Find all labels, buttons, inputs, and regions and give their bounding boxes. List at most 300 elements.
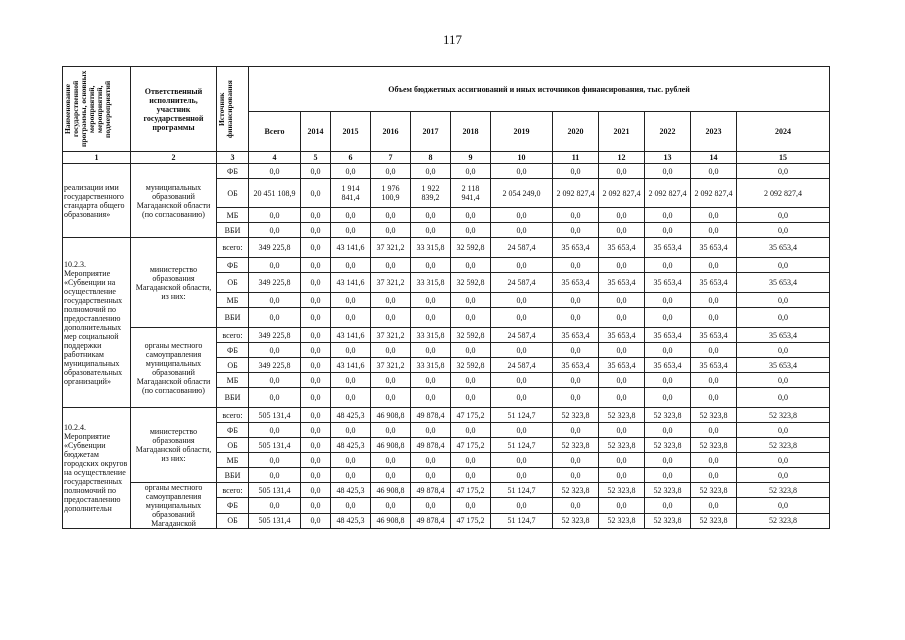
value-cell: 0,0 — [691, 258, 737, 273]
value-cell: 47 175,2 — [451, 483, 491, 498]
value-cell: 32 592,8 — [451, 273, 491, 293]
source-cell: ФБ — [217, 498, 249, 513]
value-cell: 0,0 — [411, 423, 451, 438]
value-cell: 0,0 — [371, 453, 411, 468]
measure-name: 10.2.3. Мероприятие «Субвенции на осуществление государственных полномочий по предоставлению дополнительных мер социальной поддержки работникам муниципальных образовательных организаций» — [63, 238, 131, 408]
value-cell: 0,0 — [645, 468, 691, 483]
source-cell: ОБ — [217, 179, 249, 208]
index-cell: 1 — [63, 152, 131, 164]
col-name-header: Наименование государственной программы, основных мероприятий, мероприятий, подмероприятий — [63, 67, 131, 152]
value-cell: 0,0 — [737, 468, 830, 483]
value-cell: 0,0 — [553, 423, 599, 438]
value-cell: 0,0 — [599, 468, 645, 483]
value-cell: 46 908,8 — [371, 513, 411, 528]
value-cell: 35 653,4 — [553, 238, 599, 258]
value-cell: 0,0 — [553, 373, 599, 388]
value-cell: 0,0 — [491, 308, 553, 328]
value-cell: 2 118 941,4 — [451, 179, 491, 208]
value-cell: 0,0 — [301, 388, 331, 408]
value-cell: 52 323,8 — [553, 483, 599, 498]
value-cell: 0,0 — [451, 208, 491, 223]
value-cell: 0,0 — [411, 308, 451, 328]
value-cell: 33 315,8 — [411, 238, 451, 258]
value-cell: 0,0 — [411, 498, 451, 513]
value-cell: 0,0 — [411, 468, 451, 483]
source-cell: ФБ — [217, 258, 249, 273]
index-cell: 4 — [249, 152, 301, 164]
value-cell: 52 323,8 — [599, 438, 645, 453]
value-cell: 0,0 — [411, 388, 451, 408]
value-cell: 0,0 — [301, 468, 331, 483]
index-cell: 15 — [737, 152, 830, 164]
source-cell: МБ — [217, 373, 249, 388]
year-header: 2019 — [491, 112, 553, 152]
value-cell: 0,0 — [737, 164, 830, 179]
value-cell: 2 092 827,4 — [691, 179, 737, 208]
value-cell: 0,0 — [331, 208, 371, 223]
value-cell: 0,0 — [599, 258, 645, 273]
value-cell: 49 878,4 — [411, 483, 451, 498]
value-cell: 0,0 — [301, 483, 331, 498]
value-cell: 35 653,4 — [553, 358, 599, 373]
value-cell: 0,0 — [599, 498, 645, 513]
year-header: 2020 — [553, 112, 599, 152]
value-cell: 48 425,3 — [331, 438, 371, 453]
value-cell: 52 323,8 — [645, 513, 691, 528]
value-cell: 0,0 — [645, 388, 691, 408]
value-cell: 2 092 827,4 — [553, 179, 599, 208]
value-cell: 0,0 — [371, 388, 411, 408]
value-cell: 32 592,8 — [451, 238, 491, 258]
value-cell: 0,0 — [553, 308, 599, 328]
value-cell: 0,0 — [691, 223, 737, 238]
value-cell: 0,0 — [331, 343, 371, 358]
value-cell: 0,0 — [491, 164, 553, 179]
value-cell: 48 425,3 — [331, 483, 371, 498]
index-row — [63, 152, 830, 164]
value-cell: 0,0 — [645, 223, 691, 238]
index-cell: 8 — [411, 152, 451, 164]
value-cell: 0,0 — [301, 373, 331, 388]
index-cell: 3 — [217, 152, 249, 164]
value-cell: 52 323,8 — [737, 438, 830, 453]
value-cell: 0,0 — [249, 208, 301, 223]
value-cell: 52 323,8 — [599, 513, 645, 528]
value-cell: 0,0 — [371, 498, 411, 513]
value-cell: 0,0 — [491, 208, 553, 223]
col-resp-header: Ответственный исполнитель, участник государственной программы — [131, 67, 217, 152]
page-number: 117 — [442, 32, 463, 47]
value-cell: 0,0 — [371, 343, 411, 358]
value-cell: 0,0 — [301, 498, 331, 513]
value-cell: 35 653,4 — [645, 273, 691, 293]
index-cell: 6 — [331, 152, 371, 164]
year-header: 2023 — [691, 112, 737, 152]
index-cell: 12 — [599, 152, 645, 164]
value-cell: 0,0 — [645, 308, 691, 328]
value-cell: 0,0 — [411, 208, 451, 223]
value-cell: 0,0 — [411, 164, 451, 179]
value-cell: 0,0 — [331, 293, 371, 308]
value-cell: 35 653,4 — [691, 238, 737, 258]
value-cell: 0,0 — [691, 208, 737, 223]
value-cell: 0,0 — [553, 223, 599, 238]
table-row — [63, 328, 830, 343]
value-cell: 0,0 — [553, 468, 599, 483]
value-cell: 47 175,2 — [451, 408, 491, 423]
value-cell: 0,0 — [331, 423, 371, 438]
value-cell: 43 141,6 — [331, 358, 371, 373]
value-cell: 35 653,4 — [737, 358, 830, 373]
value-cell: 0,0 — [331, 453, 371, 468]
value-cell: 0,0 — [491, 498, 553, 513]
header-row — [63, 67, 830, 112]
value-cell: 0,0 — [491, 423, 553, 438]
value-cell: 0,0 — [737, 208, 830, 223]
value-cell: 48 425,3 — [331, 408, 371, 423]
value-cell: 0,0 — [599, 208, 645, 223]
value-cell: 35 653,4 — [599, 238, 645, 258]
value-cell: 0,0 — [645, 208, 691, 223]
value-cell: 0,0 — [301, 179, 331, 208]
value-cell: 0,0 — [737, 388, 830, 408]
value-cell: 35 653,4 — [599, 358, 645, 373]
value-cell: 0,0 — [491, 293, 553, 308]
responsible: министерство образования Магаданской области, из них: — [131, 238, 217, 328]
value-cell: 52 323,8 — [553, 408, 599, 423]
value-cell: 49 878,4 — [411, 513, 451, 528]
value-cell: 51 124,7 — [491, 513, 553, 528]
value-cell: 0,0 — [691, 343, 737, 358]
value-cell: 0,0 — [451, 343, 491, 358]
value-cell: 0,0 — [331, 258, 371, 273]
value-cell: 0,0 — [737, 258, 830, 273]
value-cell: 0,0 — [331, 373, 371, 388]
source-cell: ОБ — [217, 273, 249, 293]
value-cell: 0,0 — [599, 388, 645, 408]
value-cell: 35 653,4 — [691, 328, 737, 343]
source-cell: ОБ — [217, 513, 249, 528]
value-cell: 43 141,6 — [331, 328, 371, 343]
value-cell: 0,0 — [249, 453, 301, 468]
value-cell: 0,0 — [301, 513, 331, 528]
value-cell: 0,0 — [249, 308, 301, 328]
value-cell: 0,0 — [691, 423, 737, 438]
value-cell: 2 092 827,4 — [737, 179, 830, 208]
source-cell: МБ — [217, 293, 249, 308]
value-cell: 0,0 — [451, 388, 491, 408]
source-cell: ОБ — [217, 438, 249, 453]
value-cell: 0,0 — [553, 343, 599, 358]
value-cell: 52 323,8 — [599, 483, 645, 498]
source-cell: ВБИ — [217, 308, 249, 328]
col-span-header: Объем бюджетных ассигнований и иных источников финансирования, тыс. рублей — [249, 67, 830, 112]
value-cell: 0,0 — [249, 468, 301, 483]
value-cell: 52 323,8 — [691, 483, 737, 498]
value-cell: 0,0 — [491, 258, 553, 273]
value-cell: 0,0 — [451, 453, 491, 468]
year-header: 2017 — [411, 112, 451, 152]
value-cell: 37 321,2 — [371, 358, 411, 373]
value-cell: 0,0 — [301, 453, 331, 468]
value-cell: 349 225,8 — [249, 273, 301, 293]
value-cell: 52 323,8 — [553, 438, 599, 453]
source-cell: ВБИ — [217, 223, 249, 238]
source-cell: всего: — [217, 483, 249, 498]
source-cell: МБ — [217, 453, 249, 468]
value-cell: 505 131,4 — [249, 438, 301, 453]
value-cell: 0,0 — [451, 293, 491, 308]
value-cell: 0,0 — [331, 164, 371, 179]
value-cell: 0,0 — [331, 498, 371, 513]
value-cell: 0,0 — [737, 343, 830, 358]
year-header: Всего — [249, 112, 301, 152]
value-cell: 0,0 — [249, 498, 301, 513]
value-cell: 35 653,4 — [645, 328, 691, 343]
value-cell: 20 451 108,9 — [249, 179, 301, 208]
value-cell: 0,0 — [371, 223, 411, 238]
value-cell: 0,0 — [249, 423, 301, 438]
value-cell: 0,0 — [301, 273, 331, 293]
value-cell: 0,0 — [249, 293, 301, 308]
value-cell: 0,0 — [645, 293, 691, 308]
value-cell: 0,0 — [645, 373, 691, 388]
value-cell: 0,0 — [301, 293, 331, 308]
value-cell: 0,0 — [411, 293, 451, 308]
value-cell: 0,0 — [491, 468, 553, 483]
value-cell: 35 653,4 — [691, 273, 737, 293]
year-header: 2016 — [371, 112, 411, 152]
index-cell: 13 — [645, 152, 691, 164]
value-cell: 0,0 — [451, 468, 491, 483]
value-cell: 0,0 — [599, 453, 645, 468]
value-cell: 0,0 — [599, 343, 645, 358]
table-row — [63, 238, 830, 258]
year-header: 2018 — [451, 112, 491, 152]
value-cell: 0,0 — [737, 498, 830, 513]
value-cell: 35 653,4 — [737, 238, 830, 258]
value-cell: 0,0 — [691, 468, 737, 483]
value-cell: 35 653,4 — [645, 238, 691, 258]
index-cell: 7 — [371, 152, 411, 164]
col-src-header: Источник финансирования — [217, 67, 249, 152]
value-cell: 2 092 827,4 — [599, 179, 645, 208]
value-cell: 47 175,2 — [451, 513, 491, 528]
year-header: 2021 — [599, 112, 645, 152]
source-cell: ФБ — [217, 423, 249, 438]
value-cell: 51 124,7 — [491, 483, 553, 498]
value-cell: 43 141,6 — [331, 238, 371, 258]
measure-name: 10.2.4. Мероприятие «Субвенции бюджетам городских округов на осуществление государственных полномочий по предоставлению дополнительн — [63, 408, 131, 529]
value-cell: 0,0 — [491, 223, 553, 238]
source-cell: ВБИ — [217, 468, 249, 483]
value-cell: 0,0 — [553, 453, 599, 468]
index-cell: 9 — [451, 152, 491, 164]
value-cell: 52 323,8 — [737, 408, 830, 423]
index-cell: 2 — [131, 152, 217, 164]
value-cell: 0,0 — [491, 388, 553, 408]
index-cell: 5 — [301, 152, 331, 164]
value-cell: 0,0 — [645, 423, 691, 438]
value-cell: 0,0 — [371, 164, 411, 179]
value-cell: 1 922 839,2 — [411, 179, 451, 208]
value-cell: 0,0 — [249, 258, 301, 273]
value-cell: 35 653,4 — [691, 358, 737, 373]
value-cell: 52 323,8 — [691, 408, 737, 423]
value-cell: 52 323,8 — [645, 438, 691, 453]
value-cell: 0,0 — [451, 498, 491, 513]
source-cell: ФБ — [217, 343, 249, 358]
index-cell: 10 — [491, 152, 553, 164]
value-cell: 1 914 841,4 — [331, 179, 371, 208]
value-cell: 0,0 — [737, 453, 830, 468]
value-cell: 349 225,8 — [249, 238, 301, 258]
responsible: министерство образования Магаданской области, из них: — [131, 408, 217, 483]
source-cell: ВБИ — [217, 388, 249, 408]
value-cell: 46 908,8 — [371, 483, 411, 498]
value-cell: 0,0 — [331, 388, 371, 408]
value-cell: 0,0 — [249, 343, 301, 358]
value-cell: 33 315,8 — [411, 358, 451, 373]
value-cell: 52 323,8 — [737, 483, 830, 498]
value-cell: 0,0 — [451, 223, 491, 238]
value-cell: 52 323,8 — [737, 513, 830, 528]
value-cell: 24 587,4 — [491, 273, 553, 293]
value-cell: 0,0 — [553, 164, 599, 179]
source-cell: ОБ — [217, 358, 249, 373]
value-cell: 505 131,4 — [249, 483, 301, 498]
value-cell: 35 653,4 — [599, 273, 645, 293]
value-cell: 0,0 — [737, 423, 830, 438]
table-row — [63, 408, 830, 423]
year-header: 2022 — [645, 112, 691, 152]
value-cell: 0,0 — [645, 258, 691, 273]
value-cell: 0,0 — [371, 373, 411, 388]
value-cell: 52 323,8 — [691, 438, 737, 453]
value-cell: 32 592,8 — [451, 328, 491, 343]
value-cell: 0,0 — [691, 164, 737, 179]
value-cell: 349 225,8 — [249, 328, 301, 343]
value-cell: 0,0 — [491, 343, 553, 358]
value-cell: 0,0 — [737, 373, 830, 388]
value-cell: 0,0 — [371, 308, 411, 328]
value-cell: 0,0 — [301, 438, 331, 453]
value-cell: 0,0 — [371, 423, 411, 438]
value-cell: 0,0 — [491, 453, 553, 468]
budget-table — [62, 66, 830, 529]
value-cell: 0,0 — [411, 453, 451, 468]
value-cell: 24 587,4 — [491, 238, 553, 258]
value-cell: 52 323,8 — [599, 408, 645, 423]
value-cell: 52 323,8 — [645, 408, 691, 423]
source-cell: всего: — [217, 328, 249, 343]
year-header: 2014 — [301, 112, 331, 152]
value-cell: 0,0 — [691, 453, 737, 468]
value-cell: 505 131,4 — [249, 408, 301, 423]
value-cell: 33 315,8 — [411, 328, 451, 343]
value-cell: 24 587,4 — [491, 358, 553, 373]
value-cell: 0,0 — [249, 388, 301, 408]
value-cell: 0,0 — [411, 373, 451, 388]
value-cell: 2 092 827,4 — [645, 179, 691, 208]
value-cell: 35 653,4 — [737, 328, 830, 343]
value-cell: 43 141,6 — [331, 273, 371, 293]
responsible: органы местного самоуправления муниципальных образований Магаданской — [131, 483, 217, 529]
year-header: 2015 — [331, 112, 371, 152]
value-cell: 47 175,2 — [451, 438, 491, 453]
value-cell: 0,0 — [371, 293, 411, 308]
value-cell: 37 321,2 — [371, 273, 411, 293]
value-cell: 46 908,8 — [371, 408, 411, 423]
value-cell: 0,0 — [599, 164, 645, 179]
source-cell: МБ — [217, 208, 249, 223]
value-cell: 0,0 — [301, 238, 331, 258]
source-cell: ФБ — [217, 164, 249, 179]
source-cell: всего: — [217, 408, 249, 423]
value-cell: 0,0 — [301, 343, 331, 358]
value-cell: 0,0 — [301, 308, 331, 328]
value-cell: 52 323,8 — [691, 513, 737, 528]
value-cell: 37 321,2 — [371, 328, 411, 343]
value-cell: 0,0 — [301, 408, 331, 423]
value-cell: 0,0 — [249, 373, 301, 388]
value-cell: 0,0 — [301, 164, 331, 179]
value-cell: 52 323,8 — [553, 513, 599, 528]
value-cell: 0,0 — [599, 308, 645, 328]
value-cell: 0,0 — [645, 164, 691, 179]
responsible: органы местного самоуправления муниципальных образований Магаданской области (по согласованию) — [131, 328, 217, 408]
value-cell: 0,0 — [553, 388, 599, 408]
value-cell: 0,0 — [411, 223, 451, 238]
value-cell: 0,0 — [331, 308, 371, 328]
value-cell: 0,0 — [451, 164, 491, 179]
value-cell: 0,0 — [645, 498, 691, 513]
value-cell: 35 653,4 — [645, 358, 691, 373]
value-cell: 52 323,8 — [645, 483, 691, 498]
value-cell: 0,0 — [737, 223, 830, 238]
value-cell: 0,0 — [645, 453, 691, 468]
value-cell: 1 976 100,9 — [371, 179, 411, 208]
value-cell: 0,0 — [411, 258, 451, 273]
value-cell: 2 054 249,0 — [491, 179, 553, 208]
value-cell: 0,0 — [599, 223, 645, 238]
value-cell: 0,0 — [599, 293, 645, 308]
value-cell: 0,0 — [553, 293, 599, 308]
value-cell: 0,0 — [371, 258, 411, 273]
value-cell: 0,0 — [451, 373, 491, 388]
value-cell: 35 653,4 — [553, 328, 599, 343]
value-cell: 0,0 — [331, 468, 371, 483]
value-cell: 37 321,2 — [371, 238, 411, 258]
value-cell: 32 592,8 — [451, 358, 491, 373]
value-cell: 0,0 — [411, 343, 451, 358]
value-cell: 0,0 — [301, 223, 331, 238]
value-cell: 0,0 — [301, 358, 331, 373]
value-cell: 0,0 — [371, 468, 411, 483]
table-row — [63, 164, 830, 179]
index-cell: 14 — [691, 152, 737, 164]
value-cell: 35 653,4 — [737, 273, 830, 293]
value-cell: 35 653,4 — [553, 273, 599, 293]
value-cell: 0,0 — [249, 223, 301, 238]
value-cell: 0,0 — [331, 223, 371, 238]
value-cell: 49 878,4 — [411, 408, 451, 423]
measure-name: реализации ими государственного стандарта общего образования» — [63, 164, 131, 238]
value-cell: 0,0 — [691, 498, 737, 513]
value-cell: 0,0 — [451, 258, 491, 273]
value-cell: 0,0 — [599, 423, 645, 438]
year-header: 2024 — [737, 112, 830, 152]
